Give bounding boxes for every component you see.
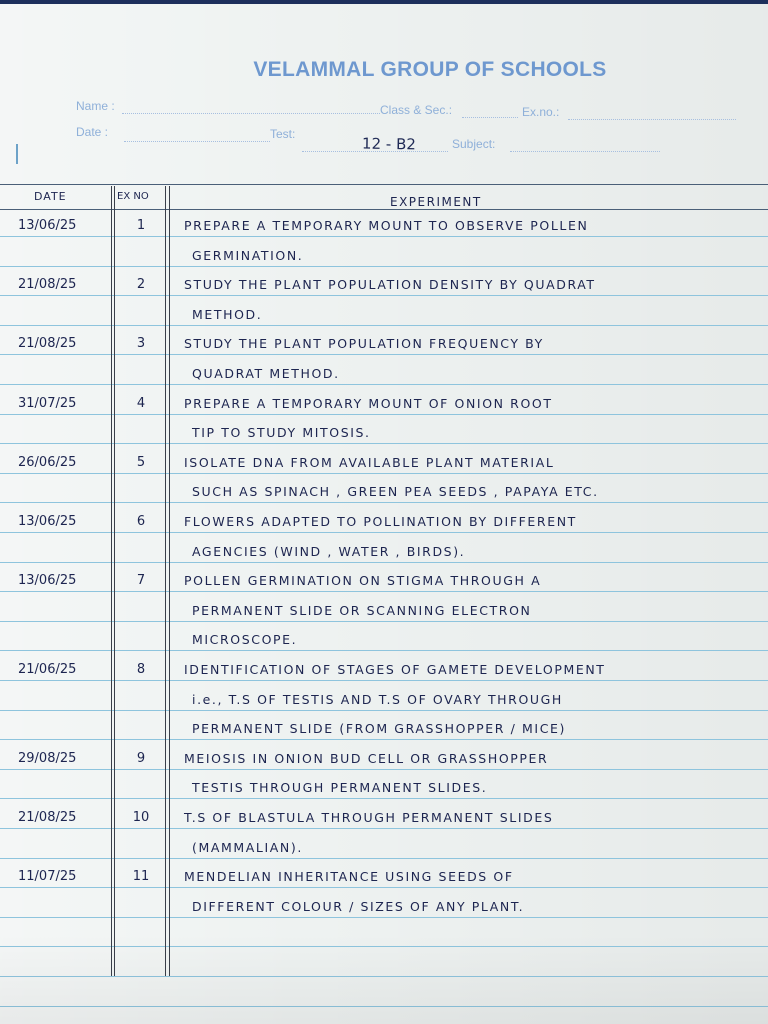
experiment-text-line: METHOD.	[192, 306, 263, 322]
ruled-line	[0, 532, 768, 533]
entry-date: 13/06/25	[18, 218, 77, 233]
experiment-text-line: IDENTIFICATION OF STAGES OF GAMETE DEVELOPMENT	[184, 662, 606, 677]
ruled-line	[0, 680, 768, 681]
name-label: Name :	[76, 99, 115, 113]
entry-number: 6	[136, 514, 146, 529]
ruled-line	[0, 384, 768, 385]
exno-column-divider	[165, 186, 166, 976]
ruled-line	[0, 591, 768, 592]
entry-number: 11	[132, 869, 150, 885]
entry-number: 5	[136, 454, 146, 470]
date-line	[124, 141, 270, 142]
school-name: VELAMMAL GROUP OF SCHOOLS	[253, 58, 607, 81]
date-column-divider-2	[114, 186, 115, 976]
entry-number: 9	[136, 750, 146, 766]
experiment-text-line: QUADRAT METHOD.	[192, 366, 340, 381]
entry-date: 13/06/25	[18, 573, 77, 589]
date-label: Date :	[76, 125, 109, 139]
ruled-line	[0, 443, 768, 444]
entry-date: 21/08/25	[18, 336, 77, 352]
experiment-text-line: STUDY THE PLANT POPULATION DENSITY BY QUADRAT	[184, 277, 596, 293]
experiment-text-line: (MAMMALIAN).	[192, 839, 303, 855]
experiment-text-line: PERMANENT SLIDE OR SCANNING ELECTRON	[192, 602, 532, 618]
experiment-text-line: ISOLATE DNA FROM AVAILABLE PLANT MATERIAL	[184, 454, 555, 470]
entry-number: 3	[136, 336, 146, 352]
experiment-text-line: GERMINATION.	[192, 247, 304, 263]
exno-label: Ex.no.:	[522, 105, 560, 119]
exno-line	[568, 119, 736, 120]
experiment-text-line: MICROSCOPE.	[192, 632, 298, 648]
ruled-line	[0, 917, 768, 918]
subject-line	[510, 151, 660, 152]
ruled-line	[0, 502, 768, 503]
entry-number: 1	[136, 218, 146, 233]
experiment-text-line: PERMANENT SLIDE (FROM GRASSHOPPER / MICE)	[192, 721, 567, 737]
experiment-text-line: AGENCIES (WIND , WATER , BIRDS).	[192, 543, 466, 559]
entry-date: 21/08/25	[18, 810, 77, 825]
entry-number: 10	[132, 810, 150, 825]
class-label: Class & Sec.:	[380, 103, 453, 117]
ruled-line	[0, 887, 768, 888]
page-shadow	[0, 934, 768, 1024]
margin-mark	[16, 144, 18, 164]
class-line	[462, 117, 518, 118]
ruled-line	[0, 414, 768, 415]
entry-number: 8	[136, 662, 146, 677]
header-rule	[0, 184, 768, 185]
ruled-line	[0, 769, 768, 770]
ruled-line	[0, 562, 768, 563]
experiment-text-line: DIFFERENT COLOUR / SIZES OF ANY PLANT.	[192, 898, 525, 914]
experiment-text-line: PREPARE A TEMPORARY MOUNT OF ONION ROOT	[184, 395, 553, 411]
experiment-text-line: TIP TO STUDY MITOSIS.	[192, 425, 371, 441]
entry-date: 26/06/25	[18, 454, 77, 470]
ruled-line	[0, 650, 768, 651]
entry-date: 13/06/25	[18, 514, 77, 529]
experiment-text-line: TESTIS THROUGH PERMANENT SLIDES.	[192, 780, 488, 796]
experiment-text-line: MEIOSIS IN ONION BUD CELL OR GRASSHOPPER	[184, 750, 549, 766]
experiment-text-line: FLOWERS ADAPTED TO POLLINATION BY DIFFERENT	[184, 514, 577, 529]
entry-date: 21/08/25	[18, 277, 77, 293]
column-header-exno: EX NO	[117, 191, 149, 202]
experiment-text-line: STUDY THE PLANT POPULATION FREQUENCY BY	[184, 336, 544, 352]
ruled-line	[0, 295, 768, 296]
ruled-line	[0, 858, 768, 859]
test-value: 12 - B2	[361, 134, 417, 154]
name-line	[122, 113, 380, 114]
ruled-line	[0, 828, 768, 829]
ruled-line	[0, 710, 768, 711]
entry-date: 21/06/25	[18, 662, 77, 677]
entry-date: 29/08/25	[18, 750, 77, 766]
experiment-text-line: i.e., T.S OF TESTIS AND T.S OF OVARY THROUGH	[192, 691, 563, 707]
experiment-text-line: MENDELIAN INHERITANCE USING SEEDS OF	[184, 869, 514, 885]
ruled-line	[0, 354, 768, 355]
column-header-experiment: EXPERIMENT	[390, 195, 482, 209]
notebook-page	[0, 4, 768, 1024]
ruled-line	[0, 739, 768, 740]
ruled-line	[0, 325, 768, 326]
ruled-line	[0, 236, 768, 237]
experiment-text-line: T.S OF BLASTULA THROUGH PERMANENT SLIDES	[184, 810, 554, 825]
entry-number: 2	[136, 277, 146, 293]
experiment-text-line: POLLEN GERMINATION ON STIGMA THROUGH A	[184, 573, 542, 589]
entry-number: 7	[136, 573, 146, 589]
date-column-divider	[111, 186, 112, 976]
ruled-line	[0, 621, 768, 622]
entry-date: 11/07/25	[18, 869, 77, 885]
entry-number: 4	[136, 395, 146, 411]
ruled-line	[0, 266, 768, 267]
experiment-text-line: SUCH AS SPINACH , GREEN PEA SEEDS , PAPAYA ETC.	[192, 484, 599, 500]
ruled-line	[0, 473, 768, 474]
column-header-date: DATE	[34, 190, 67, 203]
entry-date: 31/07/25	[18, 395, 77, 411]
exno-column-divider-2	[169, 186, 170, 976]
header-rule	[0, 209, 768, 210]
ruled-line	[0, 798, 768, 799]
experiment-text-line: PREPARE A TEMPORARY MOUNT TO OBSERVE POLLEN	[184, 218, 589, 233]
test-label: Test:	[270, 127, 296, 141]
subject-label: Subject:	[452, 137, 496, 151]
